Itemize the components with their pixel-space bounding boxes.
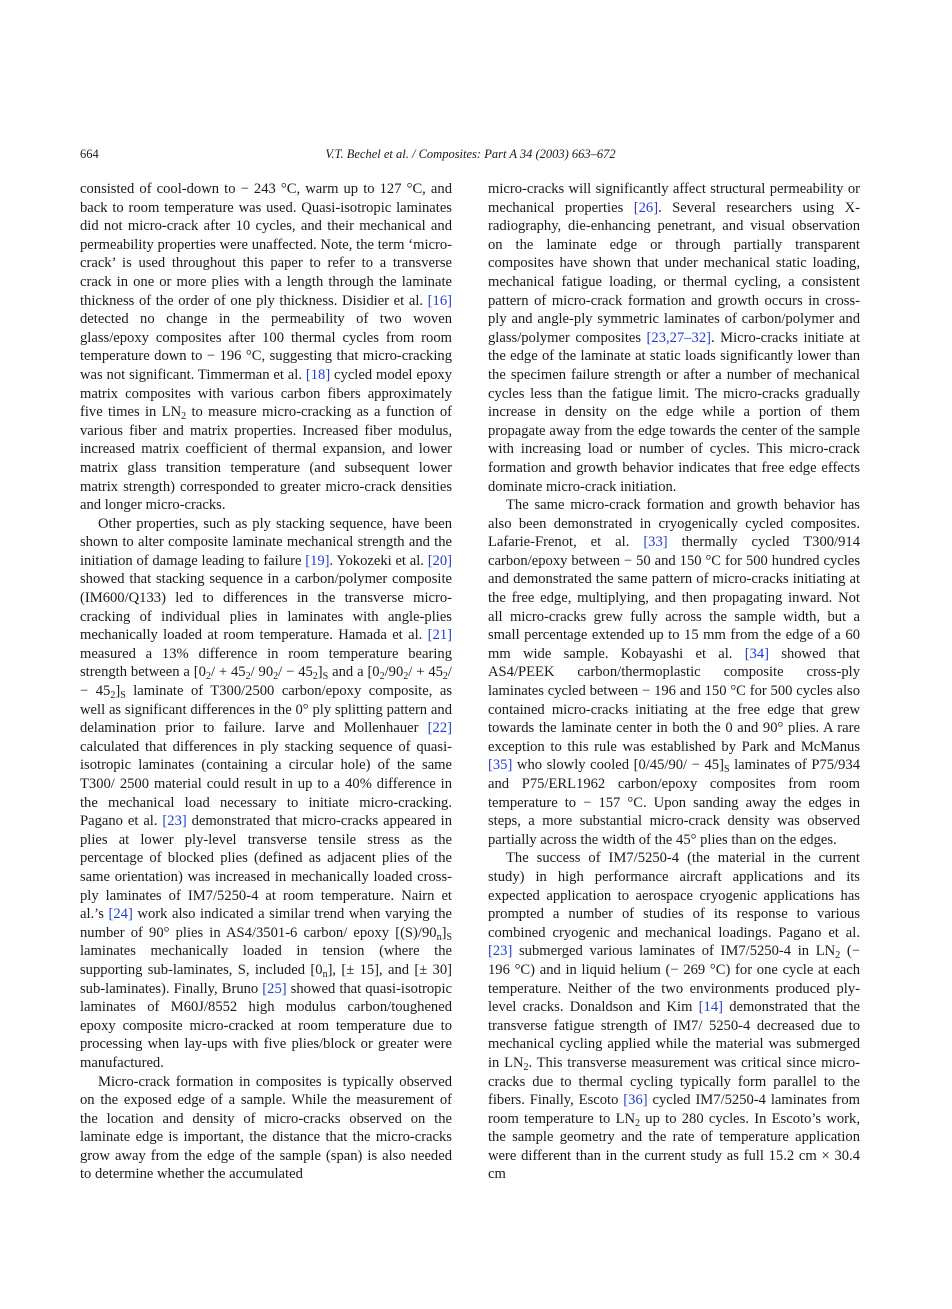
page-header [80,147,861,165]
citation-link[interactable]: [33] [643,534,668,551]
citation-link[interactable]: [22] [427,720,452,737]
citation-link[interactable]: [21] [427,627,452,644]
paragraph: Other properties, such as ply stacking sequence, have been shown to alter composite laminate mechanical strength and the initiation of damage leading to failure [19]. Yokozeki et al. [20] showed that stacking sequence in a carbon/polymer composite (IM600/Q133) led to differences in the transverse micro-cracking of individual plies in laminates with angle-plies mechanically loaded at room temperature. Hamada et al. [21] measured a 13% difference in room temperature bearing strength between a [$0_2/ + 45_2/$ $90_2/ - 45_2]_S$ and a $[0_2/90_2/ + 45_2/ - 45_2]_S$ laminate of T300/2500 carbon/epoxy composite, as well as significant differences in the 0° ply splitting pattern and delamination prior to failure. Iarve and Mollenhauer [22] calculated that differences in ply stacking sequence of quasi-isotropic laminates (containing a circular hole) of the same T300/ 2500 material could result in up to a 40% difference in the mechanical load necessary to initiate micro-cracking. Pagano et al. [23] demonstrated that micro-cracks appeared in plies at lower ply-level transverse tensile stress as the percentage of blocked plies (defined as adjacent plies of the same orientation) was increased in mechanically loaded cross-ply laminates of IM7/5250-4 at room temperature. Nairn et al.’s [24] work also indicated a similar trend when varying the number of 90° plies in AS4/3501-6 carbon/ epoxy $[(S)/90_n]_S$ laminates mechanically loaded in tension (where the supporting sub-laminates, S, included $[0_n]$, [± 15], and [± 30] sub-laminates). Finally, Bruno [25] showed that quasi-isotropic laminates of M60J/8552 high modulus carbon/toughened epoxy composite micro-cracked at room temperature due to processing when lay-ups with five plies/block or greater were manufactured. [80,515,453,1071]
citation-link[interactable]: [24] [108,906,133,923]
citation-link[interactable]: [36] [623,1092,648,1109]
citation-link[interactable]: [19] [305,552,330,569]
citation-link[interactable]: [18] [305,366,331,383]
citation-link[interactable]: [23] [162,813,187,830]
citation-link[interactable]: [35] [488,757,513,774]
paragraph: Micro-crack formation in composites is typically observed on the exposed edge of a sample. While the measurement of the location and density of micro-cracks observed on the laminate edge is important, the distance that the micro-cracks grow away from the edge of the sample (span) is also needed to determine whether the accumulated [80,1073,452,1183]
citation-link[interactable]: [16] [427,292,452,309]
citation-link[interactable]: [20] [427,552,453,569]
citation-link[interactable]: [26] [633,199,659,216]
citation-link[interactable]: [34] [744,645,770,662]
left-column [80,180,452,1184]
citation-link[interactable]: [23,27–32] [646,329,711,346]
citation-link[interactable]: [25] [262,980,287,997]
paragraph: micro-cracks will significantly affect structural permeability or mechanical properties [26]. Several researchers using X-radiography, die-enhancing penetrant, and visual observation on the laminate edge or through partially transparent composites have shown that under mechanical static loading, mechanical fatigue loading, or thermal cycling, a consistent pattern of micro-crack formation and growth occurs in cross-ply and angle-ply symmetric laminates of carbon/polymer and glass/polymer composites [23,27–32]. Micro-cracks initiate at the edge of the laminate at static loads significantly lower than the specimen failure strength or after a number of mechanical cycles less than the fatigue limit. The micro-cracks gradually increase in density on the edge while a portion of them propagate away from the edge towards the center of the sample with increasing load or number of cycles. This micro-crack formation and growth behavior indicates that free edge effects dominate micro-crack initiation. [488,181,860,495]
citation-link[interactable]: [23] [488,943,513,960]
page-number: 664 [80,147,99,161]
paragraph: The same micro-crack formation and growth behavior has also been demonstrated in cryogenically cycled composites. Lafarie-Frenot, et al. [33] thermally cycled T300/914 carbon/epoxy between − 50 and 150 °C for 500 hundred cycles and demonstrated the same pattern of micro-cracks initiating at the free edge, multiplying, and then propagating inward. Not all micro-cracks grew fully across the sample width, but a small percentage extended up to 15 mm from the edge of a 60 mm wide sample. Kobayashi et al. [34] showed that AS4/PEEK carbon/thermoplastic composite cross-ply laminates cycled between − 196 and 150 °C for 500 cycles also contained micro-cracks initiating at the free edge that grew towards the laminate center in both the 0 and 90° plies. A rare exception to this rule was established by Park and McManus [35] who slowly cooled $[0/45/90/ - 45]_S$ laminates of P75/934 and P75/ERL1962 carbon/epoxy composites from room temperature to − 157 °C. Upon sanding away the edges in steps, a more substantial micro-crack density was observed partially across the width of the 45° plies than on the edges. [488,497,860,848]
citation-link[interactable]: [14] [698,999,723,1016]
running-head: V.T. Bechel et al. / Composites: Part A 34 (2003) 663–672 [325,147,616,161]
paragraph: consisted of cool-down to − 243 °C, warm up to 127 °C, and back to room temperature was used. Quasi-isotropic laminates did not micro-crack after 10 cycles, and their mechanical and permeability properties were unaffected. Note, the term ‘micro-crack’ is used throughout this paper to refer to a transverse crack in one or more plies with a length through the laminate thickness of the order of one ply thickness. Disidier et al. [16] detected no change in the permeability of two woven glass/epoxy composites after 100 thermal cycles from room temperature down to − 196 °C, suggesting that micro-cracking was not significant. Timmerman et al. [18] cycled model epoxy matrix composites with various carbon fibers approximately five times in $LN_2$ to measure micro-cracking as a function of various fiber and matrix properties. Increased fiber modulus, increased matrix coefficient of thermal expansion, and lower matrix glass transition temperature (and subsequent lower matrix strength) corresponded to greater micro-crack densities and longer micro-cracks. [80,181,453,514]
paragraph: The success of IM7/5250-4 (the material in the current study) in high performance aircraft applications and its expected application to aerospace cryogenic applications has prompted a number of studies of its response to various combined cryogenic and mechanical loadings. Pagano et al. [23] submerged various laminates of IM7/5250-4 in $LN_2$ (− 196 °C) and in liquid helium (− 269 °C) for one cycle at each temperature. Neither of the two environments produced ply-level cracks. Donaldson and Kim [14] demonstrated that the transverse fatigue strength of IM7/ 5250-4 decreased due to mechanical cycling applied while the material was submerged in $LN_2$. This transverse measurement was critical since micro-cracks due to thermal cycling typically form parallel to the fibers. Finally, Escoto [36] cycled IM7/5250-4 laminates from room temperature to $LN_2$ up to 280 cycles. In Escoto’s work, the sample geometry and the rate of temperature application were different than in the current study as full 15.2 cm × 30.4 cm [488,850,861,1183]
right-column [488,180,860,1184]
